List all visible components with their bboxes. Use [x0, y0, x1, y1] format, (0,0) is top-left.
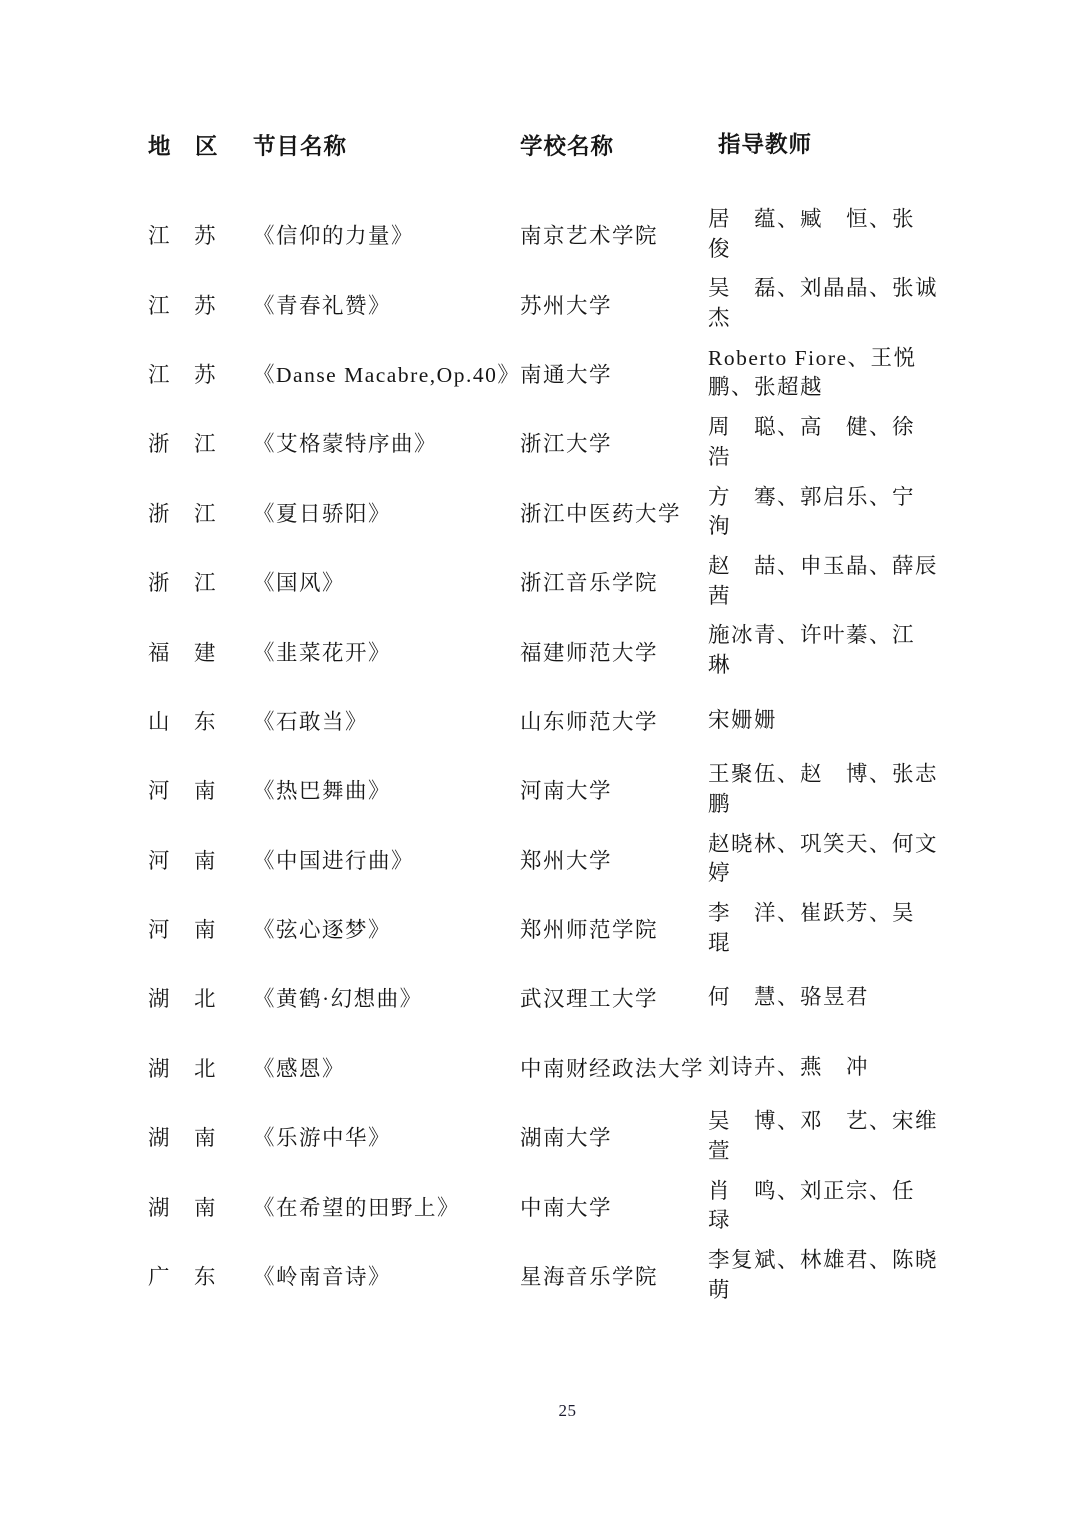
page-number: 25	[558, 1401, 577, 1420]
row-teachers: 何 慧、骆昱君	[708, 985, 870, 1010]
row-teachers: 肖 鸣、刘正宗、任 琭	[708, 1178, 939, 1233]
header-school: 学校名称	[520, 134, 615, 159]
row-program-title: 《在希望的田野上》	[253, 1195, 461, 1220]
table-row	[0, 894, 1080, 963]
table-row	[0, 547, 1080, 616]
row-region-label: 浙 江	[148, 432, 218, 457]
table-row	[0, 339, 1080, 408]
row-teachers: 赵晓林、巩笑天、何文婷	[708, 831, 939, 886]
header-region: 地 区	[148, 134, 219, 159]
row-region-label: 河 南	[148, 918, 218, 943]
row-school-name: 浙江大学	[520, 432, 613, 457]
row-program-title: 《热巴舞曲》	[253, 779, 392, 804]
row-program-title: 《国风》	[253, 571, 346, 596]
table-row	[0, 269, 1080, 338]
row-program-title: 《Danse Macabre,Op.40》	[253, 362, 521, 387]
row-program-title: 《感恩》	[253, 1056, 346, 1081]
row-teachers: 方 骞、郭启乐、宁 洵	[708, 484, 939, 539]
row-region-label: 湖 北	[148, 987, 218, 1012]
header-program: 节目名称	[253, 134, 348, 159]
table-header-row	[0, 110, 1080, 180]
row-school-name: 郑州师范学院	[520, 918, 659, 943]
row-program-title: 《韭菜花开》	[253, 640, 392, 665]
row-region-label: 浙 江	[148, 571, 218, 596]
row-region-label: 湖 南	[148, 1126, 218, 1151]
table-row	[0, 408, 1080, 477]
row-teachers: 李 洋、崔跃芳、吴 琨	[708, 900, 939, 955]
row-region-label: 江 苏	[148, 362, 218, 387]
row-program-title: 《岭南音诗》	[253, 1265, 392, 1290]
row-program-title: 《石敢当》	[253, 709, 369, 734]
row-school-name: 星海音乐学院	[520, 1265, 659, 1290]
row-program-title: 《青春礼赞》	[253, 293, 392, 318]
row-school-name: 南通大学	[520, 362, 613, 387]
table-row	[0, 1241, 1080, 1310]
row-program-title: 《艾格蒙特序曲》	[253, 432, 438, 457]
row-region-label: 湖 南	[148, 1195, 218, 1220]
results-table	[0, 110, 1080, 1310]
row-school-name: 浙江中医药大学	[520, 501, 682, 526]
row-school-name: 苏州大学	[520, 293, 613, 318]
row-school-name: 福建师范大学	[520, 640, 659, 665]
row-school-name: 郑州大学	[520, 848, 613, 873]
row-school-name: 湖南大学	[520, 1126, 613, 1151]
row-school-name: 中南大学	[520, 1195, 613, 1220]
table-body	[0, 200, 1080, 1310]
table-row	[0, 1102, 1080, 1171]
row-program-title: 《信仰的力量》	[253, 224, 415, 249]
header-teacher: 指导教师	[718, 132, 813, 158]
row-region-label: 江 苏	[148, 224, 218, 249]
row-teachers: Roberto Fiore、王悦鹏、张超越	[708, 345, 917, 400]
row-program-title: 《弦心逐梦》	[253, 918, 392, 943]
table-row	[0, 1033, 1080, 1102]
row-school-name: 南京艺术学院	[520, 224, 659, 249]
row-school-name: 河南大学	[520, 779, 613, 804]
row-region-label: 河 南	[148, 779, 218, 804]
row-program-title: 《夏日骄阳》	[253, 501, 392, 526]
table-row	[0, 686, 1080, 755]
row-school-name: 浙江音乐学院	[520, 571, 659, 596]
row-region-label: 浙 江	[148, 501, 218, 526]
row-teachers: 刘诗卉、燕 冲	[708, 1054, 870, 1079]
row-program-title: 《黄鹤·幻想曲》	[253, 987, 423, 1012]
row-region-label: 江 苏	[148, 293, 218, 318]
row-school-name: 中南财经政法大学	[520, 1056, 705, 1081]
row-region-label: 河 南	[148, 848, 218, 873]
row-teachers: 吴 博、邓 艺、宋维萱	[708, 1109, 939, 1163]
row-teachers: 宋姗姗	[708, 707, 778, 732]
row-region-label: 广 东	[148, 1265, 218, 1290]
row-program-title: 《乐游中华》	[253, 1126, 392, 1151]
row-teachers: 李复斌、林雄君、陈晓萌	[708, 1247, 939, 1302]
row-teachers: 施冰青、许叶蓁、江 琳	[708, 623, 939, 678]
row-school-name: 山东师范大学	[520, 709, 659, 734]
table-row	[0, 1171, 1080, 1240]
row-teachers: 吴 磊、刘晶晶、张诚杰	[708, 276, 939, 331]
table-row	[0, 963, 1080, 1032]
table-row	[0, 200, 1080, 269]
table-row	[0, 478, 1080, 547]
row-teachers: 居 蕴、臧 恒、张 俊	[708, 207, 939, 261]
row-teachers: 周 聪、高 健、徐 浩	[708, 415, 939, 469]
row-region-label: 山 东	[148, 709, 218, 734]
row-teachers: 王聚伍、赵 博、张志鹏	[708, 762, 939, 816]
table-row	[0, 616, 1080, 685]
row-program-title: 《中国进行曲》	[253, 848, 415, 873]
row-teachers: 赵 喆、申玉晶、薛辰茜	[708, 553, 939, 608]
table-row	[0, 755, 1080, 824]
table-row	[0, 825, 1080, 894]
row-region-label: 湖 北	[148, 1056, 218, 1081]
row-region-label: 福 建	[148, 640, 218, 665]
row-school-name: 武汉理工大学	[520, 987, 659, 1012]
